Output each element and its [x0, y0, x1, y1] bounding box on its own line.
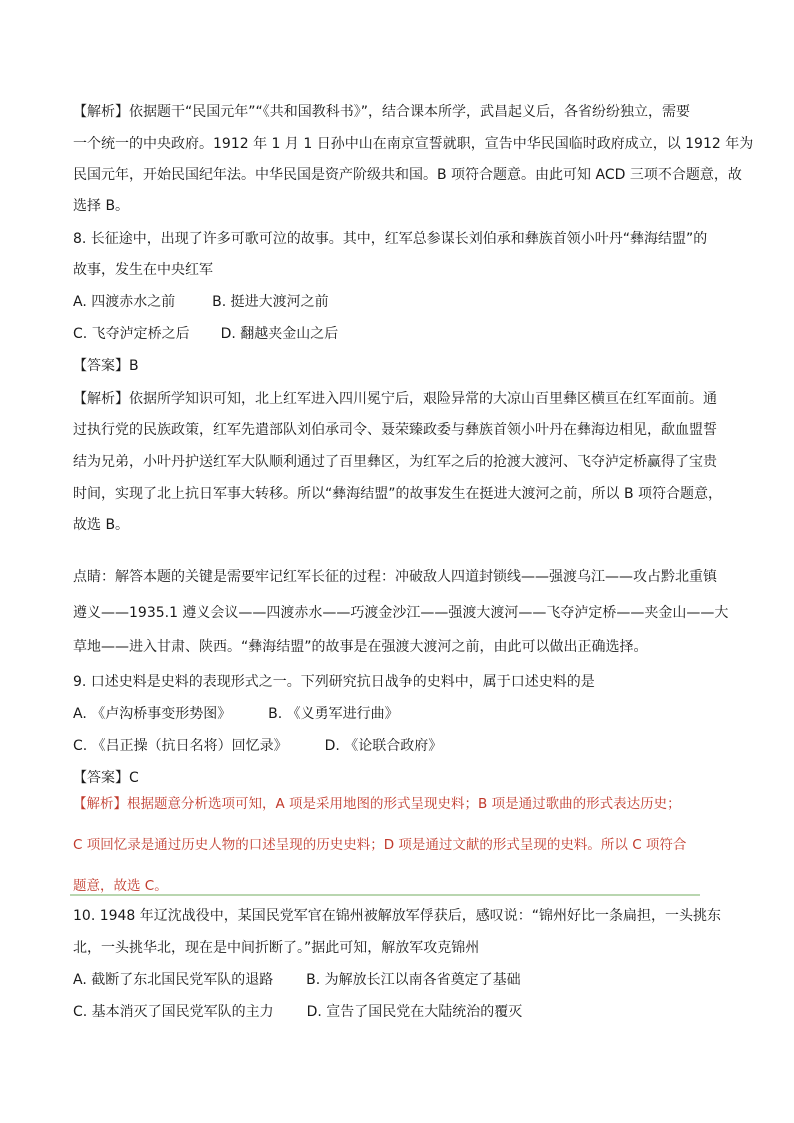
q9-option-a: A. 《卢沟桥事变形势图》 [73, 706, 232, 722]
q8-tip-line: 遵义——1935.1 遵义会议——四渡赤水——巧渡金沙江——强渡大渡河——飞夺泸定桥——夹金山——大 [73, 605, 729, 621]
q8-analysis-line: 时间，实现了北上抗日军事大转移。所以“彝海结盟”的故事发生在挺进大渡河之前，所以 B 项符合题意， [73, 486, 723, 502]
q7-analysis-line: 选择 B。 [73, 198, 130, 214]
q8-option-a: A. 四渡赤水之前 [73, 294, 176, 310]
q8-option-c: C. 飞夺泸定桥之后 [73, 326, 190, 342]
q8-options-row [73, 292, 329, 312]
q9-stem: 9. 口述史料是史料的表现形式之一。下列研究抗日战争的史料中，属于口述史料的是 [73, 674, 595, 690]
q7-analysis-line: 【解析】依据题干“民国元年”“《共和国教科书》”，结合课本所学，武昌起义后，各省纷纷独立，需要 [73, 104, 691, 120]
q10-option-c: C. 基本消灭了国民党军队的主力 [73, 1004, 274, 1020]
q8-tip-line: 草地——进入甘肃、陕西。“彝海结盟”的故事是在强渡大渡河之前，由此可以做出正确选择。 [73, 639, 648, 655]
q9-answer: 【答案】C [73, 770, 139, 786]
q8-tip-line: 点睛：解答本题的关键是需要牢记红军长征的过程：冲破敌人四道封锁线——强渡乌江——攻占黔北重镇 [73, 569, 717, 585]
q8-option-d: D. 翻越夹金山之后 [220, 326, 339, 342]
q9-options-row [73, 736, 442, 756]
q8-analysis-line: 过执行党的民族政策，红军先遣部队刘伯承司令、聂荣臻政委与彝族首领小叶丹在彝海边相见，歃血盟誓 [73, 422, 717, 438]
q8-analysis-line: 故选 B。 [73, 517, 130, 533]
q8-stem-line: 8. 长征途中，出现了许多可歌可泣的故事。其中，红军总参谋长刘伯承和彝族首领小叶丹“彝海结盟”的 [73, 231, 708, 247]
q9-analysis-line: 【解析】根据题意分析选项可知，A 项是采用地图的形式呈现史料；B 项是通过歌曲的形式表达历史； [73, 796, 681, 812]
q8-answer: 【答案】B [73, 358, 139, 374]
q9-option-d: D. 《论联合政府》 [324, 738, 443, 754]
q10-stem-line: 10. 1948 年辽沈战役中，某国民党军官在锦州被解放军俘获后，感叹说：“锦州好比一条扁担，一头挑东 [73, 908, 722, 924]
q9-option-b: B. 《义勇军进行曲》 [268, 706, 399, 722]
q8-analysis-line: 结为兄弟，小叶丹护送红军大队顺利通过了百里彝区，为红军之后的抢渡大渡河、飞夺泸定桥赢得了宝贵 [73, 454, 717, 470]
q8-option-b: B. 挺进大渡河之前 [212, 294, 329, 310]
analysis-divider [70, 894, 700, 896]
q9-analysis-line: 题意，故选 C。 [73, 878, 168, 894]
q10-option-a: A. 截断了东北国民党军队的退路 [73, 972, 274, 988]
q10-option-b: B. 为解放长江以南各省奠定了基础 [306, 972, 521, 988]
q10-options-row [73, 1002, 522, 1022]
q7-analysis-line: 一个统一的中央政府。1912 年 1 月 1 日孙中山在南京宣誓就职，宣告中华民国临时政府成立，以 1912 年为 [73, 136, 754, 152]
q10-options-row [73, 970, 521, 990]
q9-analysis-line: C 项回忆录是通过历史人物的口述呈现的历史史料；D 项是通过文献的形式呈现的史料。所以 C 项符合 [73, 837, 687, 853]
q10-stem-line: 北，一头挑华北，现在是中间折断了。”据此可知，解放军攻克锦州 [73, 940, 480, 956]
q9-options-row [73, 704, 399, 724]
q10-option-d: D. 宣告了国民党在大陆统治的覆灭 [306, 1004, 523, 1020]
q8-options-row [73, 324, 338, 344]
q9-option-c: C. 《吕正操（抗日名将）回忆录》 [73, 738, 288, 754]
q8-stem-line: 故事，发生在中央红军 [73, 262, 213, 278]
q7-analysis-line: 民国元年，开始民国纪年法。中华民国是资产阶级共和国。B 项符合题意。由此可知 ACD 三项不合题意，故 [73, 167, 742, 183]
q8-analysis-line: 【解析】依据所学知识可知，北上红军进入四川冕宁后，艰险异常的大凉山百里彝区横亘在红军面前。通 [73, 391, 717, 407]
